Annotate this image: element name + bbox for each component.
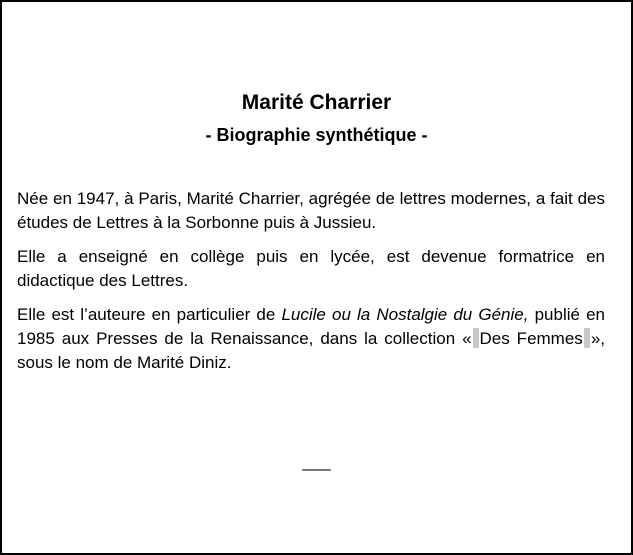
paragraph-birth-education: Née en 1947, à Paris, Marité Charrier, agrégée de lettres modernes, a fait des études de Lettres à la Sorbonne puis à Jussieu. [17,189,605,232]
document-subtitle: - Biographie synthétique - [205,125,428,145]
document-title: Marité Charrier [241,91,392,114]
nbsp-marker [473,328,479,348]
paragraph3-end: », sous le nom de Marité Diniz. [17,329,605,372]
book-title: Lucile ou la Nostalgie du Génie, [281,305,529,324]
nbsp-marker [584,328,590,348]
paragraph-career: Elle a enseigné en collège puis en lycée, est devenue formatrice en didactique des Lettres. [17,247,605,290]
paragraph3-intro: Elle est l’auteure en particulier de [17,305,282,324]
document-body [17,187,605,385]
end-mark: ___ [302,452,331,471]
collection-name: Des Femmes [479,329,583,348]
paragraph-publications [17,303,605,375]
paragraph3-middle: publié en 1985 aux Presses de la Renaissance, dans la collection « [17,305,605,348]
